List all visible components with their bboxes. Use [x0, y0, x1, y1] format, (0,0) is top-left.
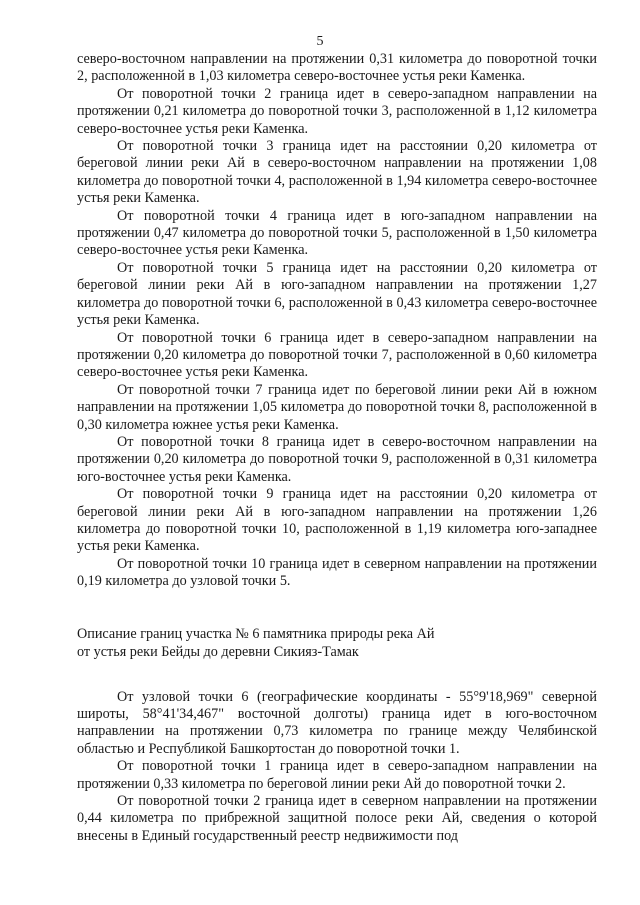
- document-body: [77, 51, 597, 845]
- paragraph: От поворотной точки 7 граница идет по береговой линии реки Ай в южном направлении на протяжении 1,05 километра до поворотной точки 8, расположенной в 0,30 километра южнее устья реки Каменка.: [77, 381, 597, 433]
- paragraph: От поворотной точки 6 граница идет в северо-западном направлении на протяжении 0,20 километра до поворотной точки 7, расположенной в 0,60 километра северо-восточнее устья реки Каменка.: [77, 329, 597, 381]
- paragraph: От поворотной точки 3 граница идет на расстоянии 0,20 километра от береговой линии реки Ай в северо-восточном направлении на протяжении 1,08 километра до поворотной точки 4, расположенной в 1,94 километра северо-восточнее устья реки Каменка.: [77, 138, 597, 207]
- paragraph: От поворотной точки 8 граница идет в северо-восточном направлении на протяжении 0,20 километра до поворотной точки 9, расположенной в 0,31 километра юго-восточнее устья реки Каменка.: [77, 433, 597, 485]
- paragraph: От поворотной точки 2 граница идет в северном направлении на протяжении 0,44 километра по прибрежной защитной полосе реки Ай, сведения о которой внесены в Единый государственный реестр недвижимости под: [77, 793, 597, 844]
- section-heading-line-1: Описание границ участка № 6 памятника природы река Ай: [77, 625, 435, 642]
- paragraph: От поворотной точки 4 граница идет в юго-западном направлении на протяжении 0,47 километра до поворотной точки 5, расположенной в 1,50 километра северо-восточнее устья реки Каменка.: [77, 207, 597, 259]
- paragraph: От поворотной точки 10 граница идет в северном направлении на протяжении 0,19 километра до узловой точки 5.: [77, 555, 597, 590]
- paragraph: северо-восточном направлении на протяжении 0,31 километра до поворотной точки 2, расположенной в 1,03 километра северо-восточнее устья реки Каменка.: [77, 51, 597, 85]
- paragraph: От поворотной точки 9 граница идет на расстоянии 0,20 километра от береговой линии реки Ай в юго-западном направлении на протяжении 1,26 километра до поворотной точки 10, расположенной в 1,19 километра юго-западнее устья реки Каменка.: [77, 486, 597, 555]
- section-heading-line-2: от устья реки Бейды до деревни Сикияз-Тамак: [77, 643, 359, 660]
- paragraph: От поворотной точки 1 граница идет в северо-западном направлении на протяжении 0,33 километра по береговой линии реки Ай до поворотной точки 2.: [77, 758, 597, 792]
- paragraph: От поворотной точки 2 граница идет в северо-западном направлении на протяжении 0,21 километра до поворотной точки 3, расположенной в 1,12 километра северо-восточнее устья реки Каменка.: [77, 85, 597, 137]
- paragraph: От поворотной точки 5 граница идет на расстоянии 0,20 километра от береговой линии реки Ай в юго-западном направлении на протяжении 1,27 километра до поворотной точки 6, расположенной в 0,43 километра северо-восточнее устья реки Каменка.: [77, 259, 597, 329]
- page-number: 5: [316, 34, 324, 49]
- section-heading: [77, 625, 597, 661]
- paragraph: От узловой точки 6 (географические координаты - 55°9'18,969" северной широты, 58°41'34,467" восточной долготы) граница идет в юго-восточном направлении на протяжении 0,73 километра по границе между Челябинской областью и Республикой Башкортостан до поворотной точки 1.: [77, 688, 597, 757]
